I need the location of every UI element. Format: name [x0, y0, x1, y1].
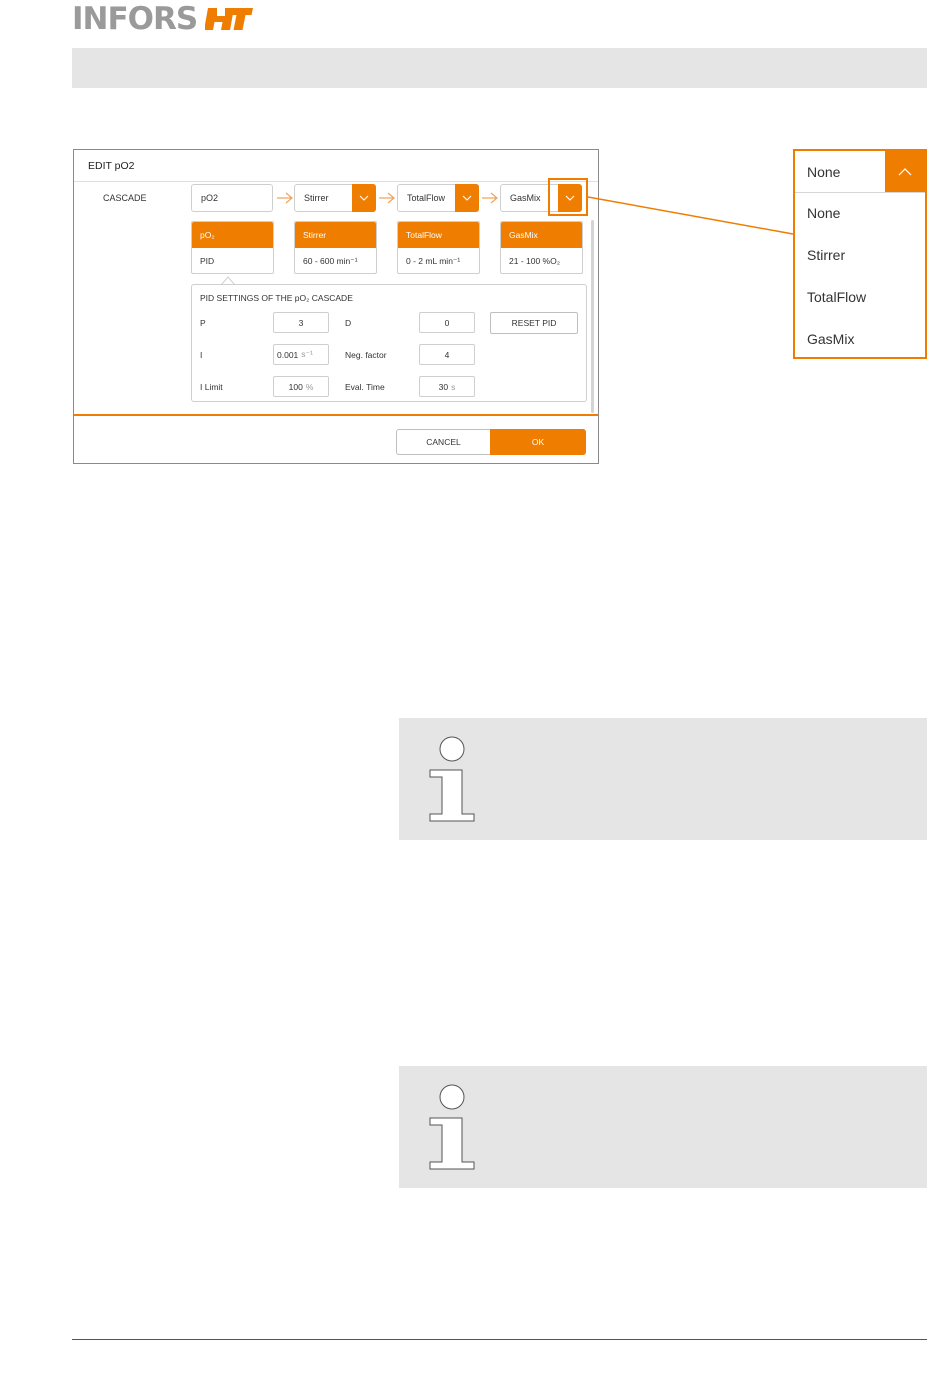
scrollbar[interactable]: [591, 220, 594, 413]
info-note-1: [399, 718, 927, 840]
cancel-button[interactable]: CANCEL: [396, 429, 491, 455]
dropdown-list-zoom: [793, 149, 927, 359]
arrow-right-icon: [276, 190, 294, 206]
i-limit-label: I Limit: [200, 382, 223, 392]
dropdown-option-stirrer[interactable]: Stirrer: [807, 247, 846, 263]
i-value: 0.001: [277, 349, 299, 360]
neg-factor-input[interactable]: 4: [419, 344, 475, 365]
cascade-step-value: GasMix: [510, 193, 541, 203]
card-head: Stirrer: [295, 222, 376, 248]
cascade-card-gasmix[interactable]: [500, 221, 583, 274]
cascade-card-stirrer[interactable]: [294, 221, 377, 274]
d-input[interactable]: 0: [419, 312, 475, 333]
brand-mark-icon: [205, 4, 255, 34]
card-body: 60 - 600 min⁻¹: [303, 255, 358, 266]
eval-time-unit: s: [451, 381, 456, 392]
cascade-card-po2[interactable]: [191, 221, 274, 274]
info-icon: [427, 734, 477, 824]
eval-time-label: Eval. Time: [345, 382, 385, 392]
pid-settings-panel: [191, 284, 587, 402]
chevron-down-icon[interactable]: [455, 184, 479, 212]
chevron-down-icon[interactable]: [352, 184, 376, 212]
dropdown-highlight: [548, 178, 588, 216]
i-input[interactable]: [273, 344, 329, 365]
p-input[interactable]: 3: [273, 312, 329, 333]
dropdown-option-gasmix[interactable]: GasMix: [807, 331, 855, 347]
cascade-step-stirrer[interactable]: [294, 184, 376, 212]
card-body: 21 - 100 %O₂: [509, 256, 561, 266]
i-label: I: [200, 350, 203, 360]
dropdown-option-totalflow[interactable]: TotalFlow: [807, 289, 867, 305]
card-body: PID: [200, 256, 215, 266]
title-divider: [74, 181, 598, 182]
card-head: pO₂: [192, 222, 273, 248]
info-note-2: [399, 1066, 927, 1188]
i-limit-value: 100: [288, 381, 303, 392]
i-limit-input[interactable]: [273, 376, 329, 397]
cascade-card-totalflow[interactable]: [397, 221, 480, 274]
reset-pid-button[interactable]: RESET PID: [490, 312, 578, 334]
cascade-step-value: Stirrer: [304, 193, 329, 203]
cascade-step-po2[interactable]: [191, 184, 273, 212]
header-band: [72, 48, 927, 88]
eval-time-input[interactable]: [419, 376, 475, 397]
chevron-up-icon[interactable]: [885, 151, 925, 192]
cascade-label: CASCADE: [103, 193, 147, 203]
eval-time-value: 30: [438, 381, 449, 392]
card-body: 0 - 2 mL min⁻¹: [406, 255, 461, 266]
brand-logo: [72, 2, 255, 36]
card-head: GasMix: [501, 222, 582, 248]
card-head: TotalFlow: [398, 222, 479, 248]
edit-po2-dialog: [73, 149, 599, 464]
arrow-right-icon: [481, 190, 499, 206]
p-label: P: [200, 318, 206, 328]
arrow-right-icon: [378, 190, 396, 206]
i-unit: s⁻¹: [301, 349, 313, 359]
dropdown-option-none[interactable]: None: [807, 205, 841, 221]
footer-rule: [72, 1339, 927, 1340]
pid-title: PID SETTINGS OF THE pO₂ CASCADE: [200, 293, 353, 303]
i-limit-unit: %: [305, 381, 314, 392]
ok-button[interactable]: OK: [490, 429, 586, 455]
footer-divider: [74, 414, 598, 416]
dialog-title: EDIT pO2: [88, 160, 135, 172]
cascade-step-totalflow[interactable]: [397, 184, 479, 212]
dropdown-selected-value: None: [807, 163, 841, 180]
cascade-step-value: TotalFlow: [407, 193, 446, 203]
neg-factor-label: Neg. factor: [345, 350, 387, 360]
cascade-step-value: pO2: [201, 193, 219, 203]
brand-name: INFORS: [72, 1, 198, 37]
info-icon: [427, 1082, 477, 1172]
d-label: D: [345, 318, 352, 328]
